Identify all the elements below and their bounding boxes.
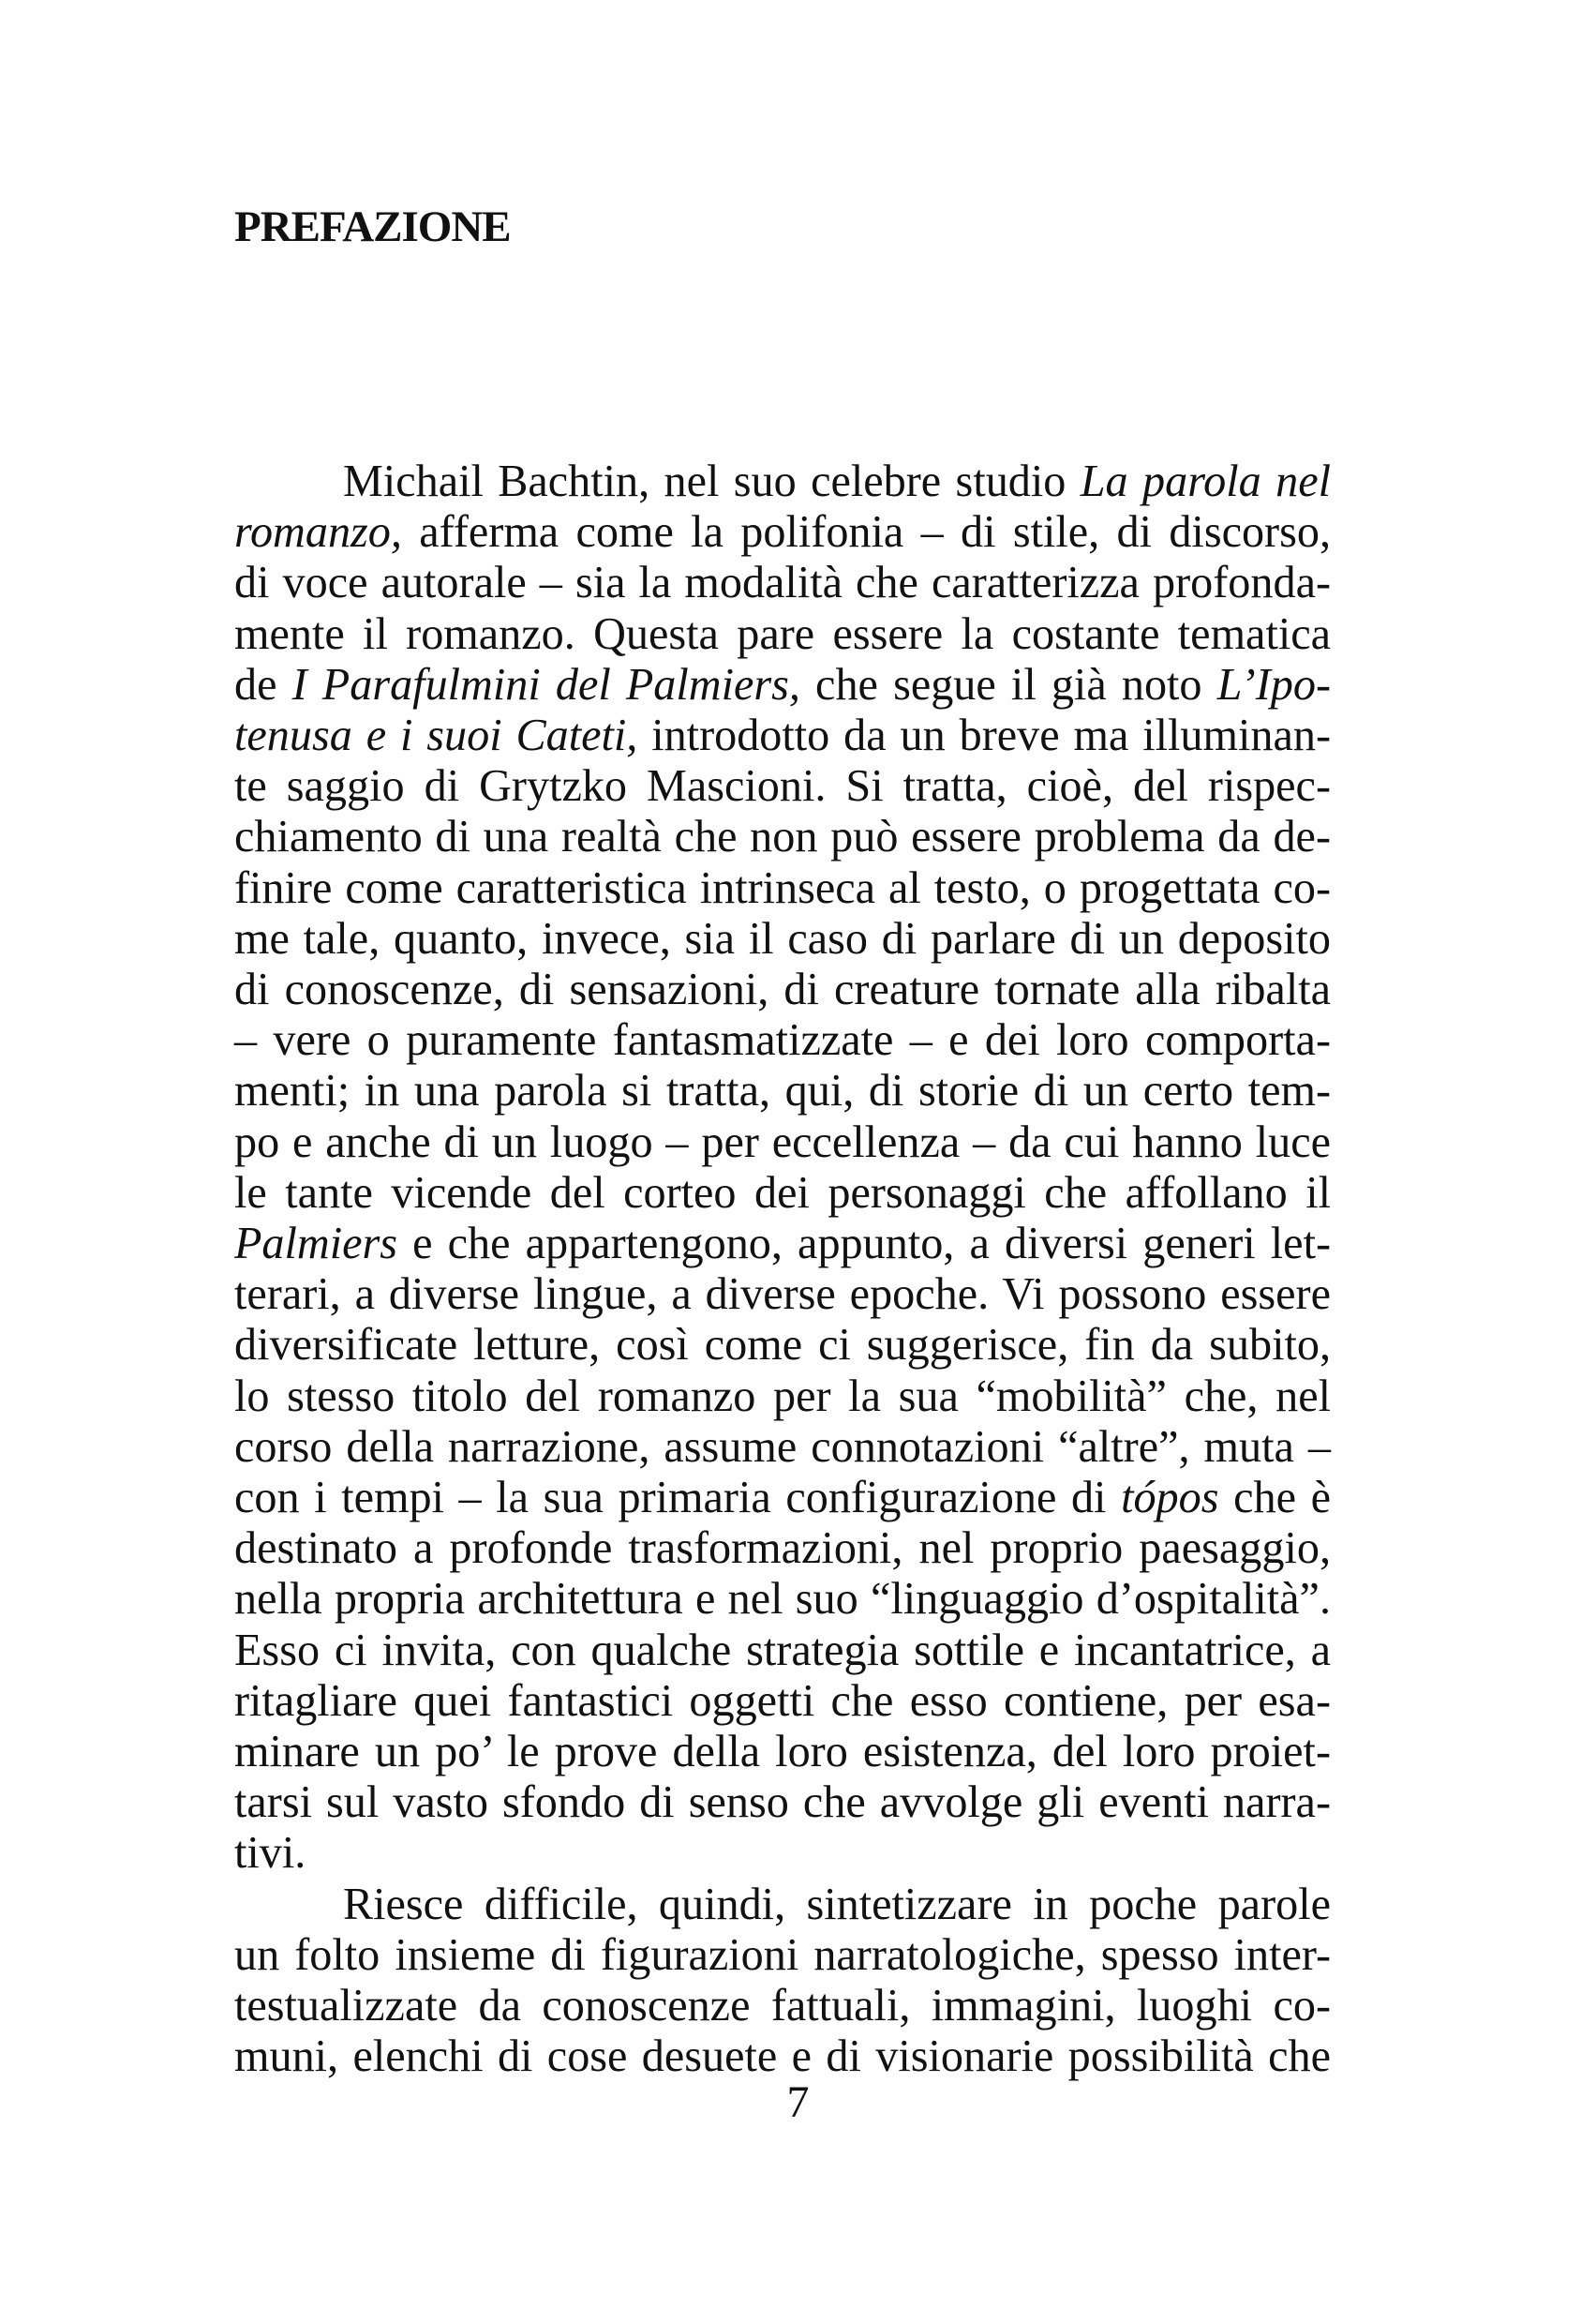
- body-text: [234, 457, 1331, 2083]
- text-line: [234, 1574, 1331, 1625]
- text-fragment: le tante vicende del corteo dei personaggi che affollano il: [234, 1167, 1331, 1218]
- section-heading: PREFAZIONE: [234, 202, 511, 251]
- text-fragment: finire come caratteristica intrinseca al testo, o progettata co-: [234, 862, 1331, 913]
- text-line: [234, 1981, 1331, 2031]
- text-fragment: me tale, quanto, invece, sia il caso di parlare di un deposito: [234, 913, 1331, 964]
- text-line: [234, 1676, 1331, 1727]
- page-number: 7: [786, 2077, 810, 2127]
- text-line: [234, 558, 1331, 608]
- text-line: [234, 457, 1331, 507]
- text-line: [234, 1777, 1331, 1828]
- text-line: [234, 1269, 1331, 1320]
- text-fragment: corso della narrazione, assume connotazioni “altre”, muta –: [234, 1421, 1331, 1472]
- text-fragment: testualizzate da conoscenze fattuali, immagini, luoghi co-: [234, 1981, 1331, 2031]
- italic-title: tenusa e i suoi Cateti,: [234, 711, 638, 761]
- text-fragment: che segue il già noto: [799, 659, 1217, 710]
- text-fragment: nella propria architettura e nel suo “linguaggio d’ospitalità”.: [234, 1574, 1331, 1625]
- text-fragment: Michail Bachtin, nel suo celebre studio: [343, 457, 1066, 506]
- text-line: [234, 1828, 1331, 1879]
- text-line: [234, 609, 1331, 660]
- text-fragment: minare un po’ le prove della loro esistenza, del loro proiet-: [234, 1727, 1331, 1777]
- text-line: [234, 1015, 1331, 1066]
- text-line: [234, 914, 1331, 965]
- text-fragment: terari, a diverse lingue, a diverse epoche. Vi possono essere: [234, 1269, 1331, 1320]
- text-fragment: di voce autorale – sia la modalità che caratterizza profonda-: [234, 558, 1331, 608]
- text-line: [234, 507, 1331, 558]
- text-fragment: lo stesso titolo del romanzo per la sua “mobilità” che, nel: [234, 1371, 1331, 1421]
- text-line: [234, 1880, 1331, 1930]
- text-fragment: un folto insieme di figurazioni narratologiche, spesso inter-: [234, 1929, 1331, 1980]
- text-line: [234, 1523, 1331, 1574]
- text-fragment: con i tempi – la sua primaria configurazione di: [234, 1473, 1122, 1523]
- italic-title: La parola nel: [1066, 457, 1331, 506]
- text-fragment: tivi.: [234, 1828, 306, 1879]
- text-line: [234, 863, 1331, 914]
- text-line: [234, 965, 1331, 1015]
- italic-title: I Parafulmini del Palmiers,: [291, 659, 800, 710]
- text-fragment: ritagliare quei fantastici oggetti che esso contiene, per esa-: [234, 1675, 1331, 1726]
- text-line: [234, 660, 1331, 711]
- text-line: [234, 1117, 1331, 1168]
- text-fragment: de: [234, 659, 292, 710]
- text-line: [234, 761, 1331, 812]
- text-line: [234, 1168, 1331, 1219]
- text-fragment: mente il romanzo. Questa pare essere la costante tematica: [234, 608, 1331, 659]
- text-fragment: chiamento di una realtà che non può essere problema da de-: [234, 812, 1331, 862]
- text-fragment: che è: [1218, 1473, 1331, 1523]
- text-fragment: afferma come la polifonia – di stile, di discorso,: [401, 507, 1331, 558]
- text-line: [234, 1219, 1331, 1269]
- text-fragment: diversificate letture, così come ci suggerisce, fin da subito,: [234, 1320, 1331, 1371]
- text-fragment: di conoscenze, di sensazioni, di creature tornate alla ribalta: [234, 965, 1331, 1015]
- text-fragment: Esso ci invita, con qualche strategia sottile e incantatrice, a: [234, 1625, 1331, 1675]
- italic-title: Palmiers: [234, 1219, 397, 1269]
- text-line: [234, 711, 1331, 761]
- text-line: [234, 812, 1331, 862]
- text-line: [234, 1727, 1331, 1777]
- text-line: [234, 1371, 1331, 1422]
- text-line: [234, 1473, 1331, 1523]
- text-line: [234, 1066, 1331, 1117]
- text-fragment: introdotto da un breve ma illuminan-: [637, 711, 1332, 761]
- text-line: [234, 2031, 1331, 2082]
- italic-title: tópos: [1121, 1473, 1219, 1523]
- text-fragment: – vere o puramente fantasmatizzate – e dei loro comporta-: [234, 1015, 1331, 1066]
- text-fragment: Riesce difficile, quindi, sintetizzare in poche parole: [343, 1879, 1331, 1929]
- text-line: [234, 1626, 1331, 1676]
- text-line: [234, 1422, 1331, 1473]
- text-line: [234, 1930, 1331, 1981]
- text-fragment: menti; in una parola si tratta, qui, di storie di un certo tem-: [234, 1066, 1331, 1117]
- text-fragment: muni, elenchi di cose desuete e di visionarie possibilità che: [234, 2031, 1331, 2082]
- italic-title: romanzo,: [234, 507, 402, 558]
- italic-title: L’Ipo-: [1216, 659, 1332, 710]
- text-fragment: e che appartengono, appunto, a diversi generi let-: [397, 1219, 1331, 1269]
- text-line: [234, 1320, 1331, 1371]
- text-fragment: tarsi sul vasto sfondo di senso che avvolge gli eventi narra-: [234, 1777, 1331, 1828]
- text-fragment: te saggio di Grytzko Mascioni. Si tratta, cioè, del rispec-: [234, 761, 1331, 812]
- text-fragment: destinato a profonde trasformazioni, nel proprio paesaggio,: [234, 1523, 1331, 1574]
- text-fragment: po e anche di un luogo – per eccellenza – da cui hanno luce: [234, 1117, 1331, 1167]
